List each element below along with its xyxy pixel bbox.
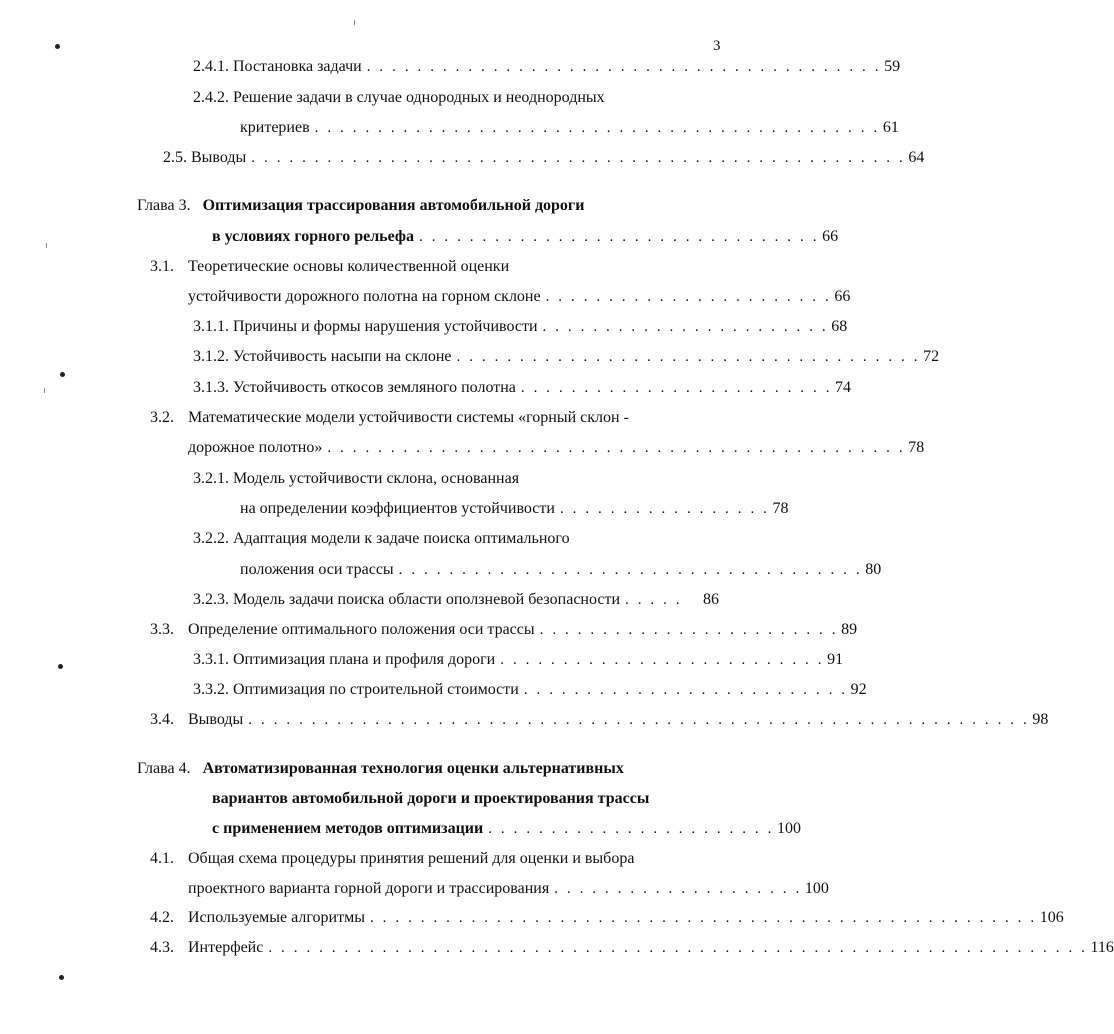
chapter-heading	[137, 759, 624, 779]
toc-page: 86	[703, 591, 719, 608]
page-number: 3	[713, 38, 721, 54]
leader-dots: . . . . . . . . . . . . . . . . . . . . . . . . . . . . . . . . . . . . .	[456, 349, 921, 365]
toc-page: 66	[822, 228, 839, 245]
toc-page: 89	[841, 621, 858, 638]
toc-page: 106	[1039, 909, 1064, 926]
toc-title: Интерфейс	[188, 939, 264, 956]
toc-title: Адаптация модели к задаче поиска оптимального	[233, 530, 570, 547]
scan-speck	[59, 975, 64, 980]
toc-page: 78	[908, 439, 925, 456]
toc-title: устойчивости дорожного полотна на горном склоне	[188, 288, 541, 305]
toc-title: Модель устойчивости склона, основанная	[233, 470, 520, 487]
chapter-number: Глава 4.	[137, 760, 191, 777]
toc-entry	[150, 938, 1114, 958]
toc-title: положения оси трассы	[240, 561, 394, 578]
toc-title: Выводы	[188, 711, 244, 728]
chapter-heading-continuation	[212, 789, 649, 809]
leader-dots: . . . . . . . . . . . . . . . . . . . . . . . . . . . . . . . . . . . . . . . . . . . . . . . . . . . . . . . . . . . . . . . . .	[268, 940, 1088, 956]
toc-page: 74	[835, 379, 852, 396]
toc-entry	[150, 710, 1049, 730]
toc-entry	[193, 347, 940, 367]
toc-entry	[193, 650, 844, 670]
toc-entry-continuation	[240, 499, 789, 519]
toc-page: 98	[1032, 711, 1049, 728]
chapter-title: с применением методов оптимизации	[212, 820, 484, 837]
toc-page: 92	[850, 681, 867, 698]
chapter-heading-continuation	[212, 227, 839, 247]
toc-entry	[150, 849, 634, 869]
leader-dots: . . . . . . . . . . . . . . . . .	[559, 501, 770, 517]
toc-number: 3.2.	[150, 409, 174, 426]
scan-speck	[58, 664, 63, 669]
toc-entry	[163, 148, 925, 168]
leader-dots: . . . . . . . . . . . . . . . . . . . . . . .	[488, 821, 774, 837]
toc-entry	[193, 317, 848, 337]
toc-page: 66	[834, 288, 851, 305]
chapter-title: Автоматизированная технология оценки альтернативных	[202, 760, 624, 777]
leader-dots: . . . . .	[625, 592, 683, 608]
toc-title: Постановка задачи	[233, 58, 362, 75]
toc-title: Математические модели устойчивости системы «горный склон -	[188, 409, 629, 426]
chapter-heading-continuation	[212, 819, 801, 839]
leader-dots: . . . . . . . . . . . . . . . . . . . . . . . . . . . . . . . . . . . . . . . . . . . . .	[314, 120, 880, 136]
chapter-title: Оптимизация трассирования автомобильной дороги	[202, 197, 585, 214]
toc-page: 78	[772, 500, 789, 517]
scan-speck	[46, 243, 47, 248]
toc-entry	[193, 57, 901, 77]
toc-entry-continuation	[188, 879, 829, 899]
toc-number: 3.2.3.	[193, 591, 229, 608]
scan-speck	[60, 372, 65, 377]
leader-dots: . . . . . . . . . . . . . . . . . . . . . . . . . . . . . . . . . . . . . . . . . . . . . . . . . . . . .	[369, 910, 1037, 926]
toc-entry	[150, 620, 858, 640]
toc-number: 3.1.1.	[193, 318, 229, 335]
toc-entry	[193, 88, 605, 108]
leader-dots: . . . . . . . . . . . . . . . . . . . . . . . . . . . . . . . . . . . . . . . . .	[366, 59, 882, 75]
toc-page: 100	[776, 820, 801, 837]
leader-dots: . . . . . . . . . . . . . . . . . . . . . . .	[542, 319, 829, 335]
toc-entry	[150, 257, 509, 277]
chapter-heading	[137, 196, 584, 216]
toc-number: 2.5.	[163, 149, 187, 166]
toc-number: 3.1.	[150, 258, 174, 275]
leader-dots: . . . . . . . . . . . . . . . . . . . . . . . . . . . . . . . . . . . . . . . . . . . . . . . . . . . .	[251, 150, 906, 166]
toc-entry	[193, 529, 570, 549]
toc-page: 100	[804, 880, 829, 897]
toc-page: 59	[884, 58, 901, 75]
toc-entry	[193, 469, 519, 489]
toc-title: критериев	[240, 119, 310, 136]
toc-entry-continuation	[188, 438, 925, 458]
toc-number: 4.3.	[150, 939, 174, 956]
leader-dots: . . . . . . . . . . . . . . . . . . . . . . . . .	[520, 380, 833, 396]
scan-speck	[354, 20, 355, 25]
toc-page: 68	[831, 318, 848, 335]
toc-page: 91	[827, 651, 844, 668]
toc-title: Устойчивость откосов земляного полотна	[233, 379, 516, 396]
toc-title: Устойчивость насыпи на склоне	[233, 348, 452, 365]
toc-entry	[193, 680, 867, 700]
toc-entry	[150, 408, 629, 428]
toc-entry	[150, 908, 1064, 928]
toc-page: 61	[882, 119, 899, 136]
leader-dots: . . . . . . . . . . . . . . . . . . . . . . . . . . . . . . . .	[419, 229, 820, 245]
toc-page: 64	[908, 149, 925, 166]
toc-page: 116	[1090, 939, 1114, 956]
toc-entry-continuation	[240, 560, 882, 580]
toc-number: 3.4.	[150, 711, 174, 728]
toc-number: 2.4.1.	[193, 58, 229, 75]
leader-dots: . . . . . . . . . . . . . . . . . . . . . . . .	[539, 622, 839, 638]
toc-number: 2.4.2.	[193, 89, 229, 106]
toc-title: на определении коэффициентов устойчивости	[240, 500, 555, 517]
scan-speck	[44, 388, 45, 393]
scan-speck	[55, 44, 60, 49]
leader-dots: . . . . . . . . . . . . . . . . . . . .	[554, 881, 802, 897]
toc-title: Используемые алгоритмы	[188, 909, 365, 926]
toc-number: 3.3.2.	[193, 681, 229, 698]
toc-title: Оптимизация плана и профиля дороги	[233, 651, 496, 668]
toc-entry	[193, 590, 719, 610]
toc-number: 3.2.1.	[193, 470, 229, 487]
toc-title: дорожное полотно»	[188, 439, 323, 456]
toc-page: 80	[865, 561, 882, 578]
toc-entry-continuation	[240, 118, 899, 138]
leader-dots: . . . . . . . . . . . . . . . . . . . . . . . . . .	[523, 682, 848, 698]
toc-entry-continuation	[188, 287, 851, 307]
toc-number: 3.3.1.	[193, 651, 229, 668]
toc-title: Определение оптимального положения оси трассы	[188, 621, 535, 638]
toc-title: Решение задачи в случае однородных и неоднородных	[233, 89, 605, 106]
chapter-number: Глава 3.	[137, 197, 191, 214]
toc-number: 3.3.	[150, 621, 174, 638]
toc-page: 72	[923, 348, 940, 365]
toc-title: проектного варианта горной дороги и трассирования	[188, 880, 550, 897]
toc-number: 3.1.2.	[193, 348, 229, 365]
toc-title: Оптимизация по строительной стоимости	[233, 681, 519, 698]
leader-dots: . . . . . . . . . . . . . . . . . . . . . . . . . . . . . . . . . . . . . . . . . . . . . .	[327, 440, 906, 456]
leader-dots: . . . . . . . . . . . . . . . . . . . . . . .	[545, 289, 832, 305]
toc-title: Причины и формы нарушения устойчивости	[233, 318, 538, 335]
chapter-title: вариантов автомобильной дороги и проектирования трассы	[212, 790, 650, 807]
toc-entry	[193, 378, 852, 398]
leader-dots: . . . . . . . . . . . . . . . . . . . . . . . . . . . . . . . . . . . . .	[398, 562, 863, 578]
toc-title: Теоретические основы количественной оценки	[188, 258, 510, 275]
toc-number: 4.2.	[150, 909, 174, 926]
toc-number: 3.1.3.	[193, 379, 229, 396]
toc-title: Модель задачи поиска области оползневой безопасности	[233, 591, 621, 608]
leader-dots: . . . . . . . . . . . . . . . . . . . . . . . . . . . . . . . . . . . . . . . . . . . . . . . . . . . . . . . . . . . . . .	[248, 712, 1030, 728]
toc-title: Выводы	[191, 149, 247, 166]
toc-number: 3.2.2.	[193, 530, 229, 547]
leader-dots: . . . . . . . . . . . . . . . . . . . . . . . . . .	[500, 652, 825, 668]
toc-number: 4.1.	[150, 850, 174, 867]
toc-title: Общая схема процедуры принятия решений для оценки и выбора	[188, 850, 635, 867]
chapter-title: в условиях горного рельефа	[212, 228, 414, 245]
